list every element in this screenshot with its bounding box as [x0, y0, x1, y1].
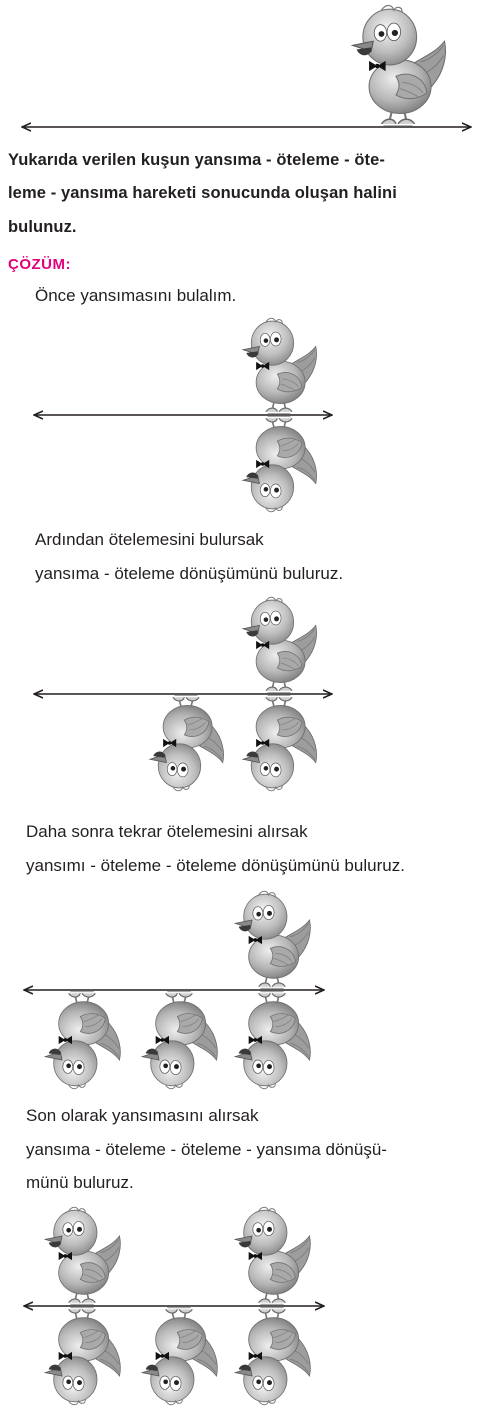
question-line-3: bulunuz.: [8, 218, 77, 236]
translated-bird-icon-2: [45, 1308, 120, 1405]
translated-bird-icon: [142, 1308, 217, 1405]
step-2-text-2: yansıma - öteleme dönüşümünü buluruz.: [35, 564, 344, 583]
step-3-text-2: yansımı - öteleme - öteleme dönüşümünü buluruz.: [26, 856, 405, 875]
step-4-text-1: Son olarak yansımasını alırsak: [26, 1106, 259, 1125]
step-3-text-1: Daha sonra tekrar ötelemesini alırsak: [26, 822, 308, 841]
step-4-text-3: münü buluruz.: [26, 1173, 134, 1192]
bird-icon: [235, 1207, 310, 1304]
question-line-1: Yukarıda verilen kuşun yansıma - öteleme - öte-: [8, 151, 385, 169]
final-bird-icon: [45, 1207, 120, 1304]
step-4-text-2: yansıma - öteleme - öteleme - yansıma dönüşü-: [26, 1140, 387, 1159]
reflected-bird-icon: [235, 1308, 310, 1405]
step-2-text-1: Ardından ötelemesini bulursak: [35, 530, 264, 549]
question-line-2: leme - yansıma hareketi sonucunda oluşan halini: [8, 184, 397, 202]
solution-label: ÇÖZÜM:: [8, 256, 71, 273]
step-1-text: Önce yansımasını bulalım.: [35, 286, 237, 305]
